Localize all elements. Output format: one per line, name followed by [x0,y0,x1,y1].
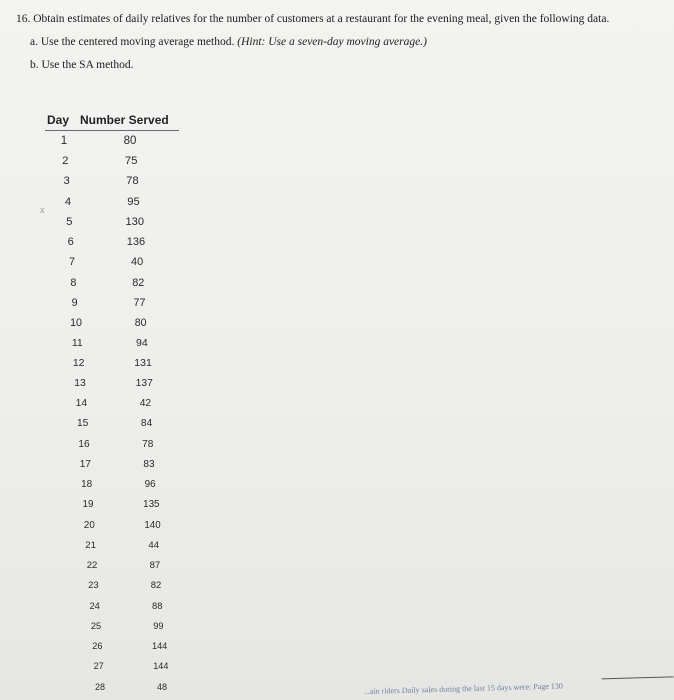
served-cell: 75 [124,155,138,168]
served-cell: 84 [140,418,153,430]
day-cell: 19 [82,499,94,511]
served-cell: 88 [152,600,163,611]
served-cell: 78 [126,175,139,188]
served-cell: 82 [150,580,162,592]
served-cell: 144 [151,641,168,652]
served-cell: 94 [135,337,148,350]
day-cell: 4 [64,195,72,208]
day-cell: 26 [92,641,103,652]
header-number-served: Number Served [80,113,169,127]
day-cell: 9 [71,296,78,309]
part-a-hint: (Hint: Use a seven-day moving average.) [237,36,427,48]
served-cell: 80 [134,317,147,330]
problem-statement: 16. Obtain estimates of daily relatives for the number of customers at a restaurant for the evening meal, given the following data. [16,13,610,25]
day-cell: 18 [81,479,93,491]
margin-mark: x [40,205,45,215]
served-cell: 140 [144,519,161,531]
day-cell: 14 [75,398,88,410]
day-cell: 3 [63,175,70,188]
served-cell: 137 [135,377,153,389]
served-cell: 136 [126,236,146,249]
day-cell: 25 [90,620,102,631]
day-cell: 2 [62,155,69,168]
day-cell: 28 [94,681,106,692]
served-cell: 77 [133,296,146,309]
header-day: Day [47,113,70,127]
day-cell: 7 [68,256,76,269]
part-a-text: a. Use the centered moving average method. [30,36,238,48]
day-cell: 5 [66,215,73,228]
served-cell: 135 [143,499,160,511]
served-cell: 82 [132,276,145,289]
served-cell: 130 [125,215,145,228]
served-cell: 99 [153,620,164,631]
day-cell: 21 [85,539,97,551]
served-cell: 144 [153,661,169,672]
day-cell: 24 [89,600,100,611]
day-cell: 1 [60,134,68,147]
served-cell: 95 [127,195,140,208]
served-cell: 80 [123,134,137,147]
day-cell: 12 [72,357,85,369]
day-cell: 13 [74,377,86,389]
day-cell: 10 [70,317,82,330]
day-cell: 27 [93,661,104,672]
problem-part-b: b. Use the SA method. [30,59,134,71]
day-cell: 22 [86,560,98,572]
day-cell: 15 [76,418,89,430]
served-cell: 42 [139,398,152,410]
day-cell: 16 [78,438,90,450]
day-cell: 8 [70,276,77,289]
footer-text: ...ain riders Daily sales during the last 15 days were: Page 130 [363,681,563,697]
day-cell: 17 [79,458,91,470]
served-cell: 96 [144,479,156,491]
served-cell: 131 [134,357,152,369]
day-cell: 11 [71,337,83,350]
day-cell: 20 [83,519,95,531]
served-cell: 78 [142,438,154,450]
served-cell: 44 [148,539,160,551]
served-cell: 40 [131,256,144,269]
served-cell: 87 [149,560,161,572]
day-cell: 6 [67,236,74,249]
day-cell: 23 [88,580,99,592]
served-cell: 48 [156,681,168,692]
served-cell: 83 [143,458,155,470]
